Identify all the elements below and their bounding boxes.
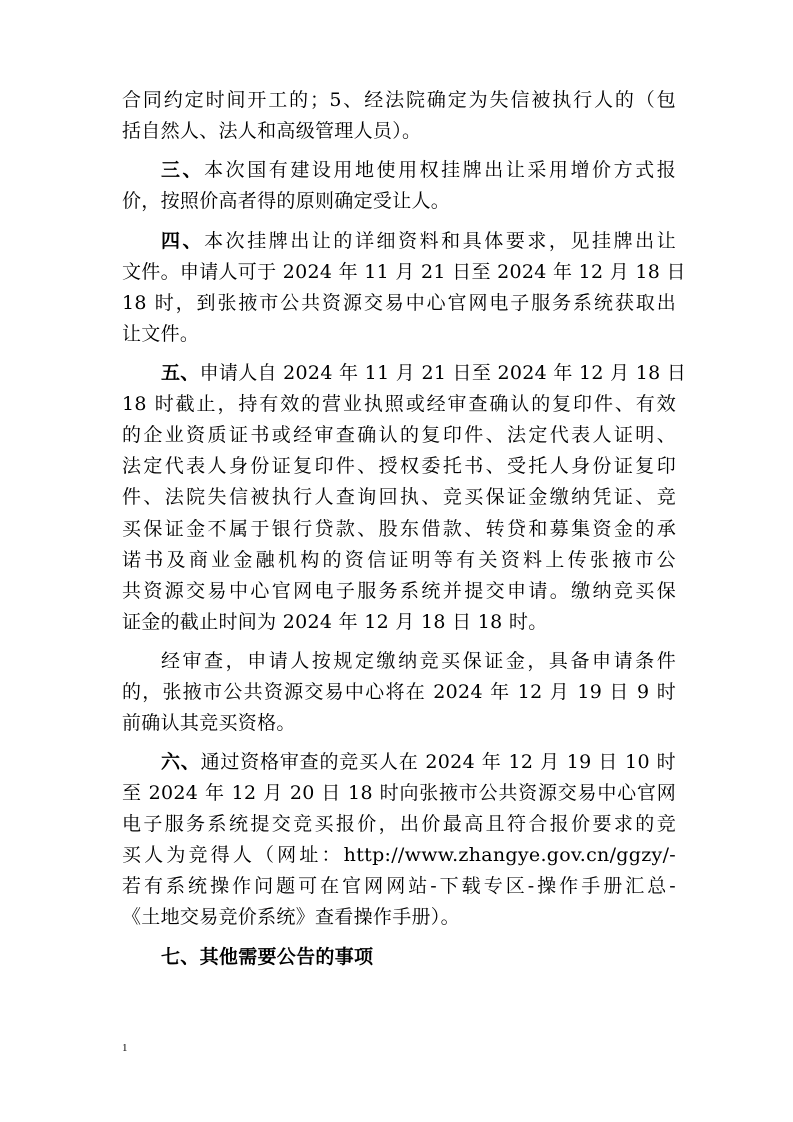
line-text: 文件。申请人可于 2024 年 11 月 21 日至 2024 年 12 月 18 日 <box>122 261 686 283</box>
section-heading: 六、 <box>161 751 201 773</box>
text-line <box>122 319 676 349</box>
text-line <box>122 451 676 481</box>
line-text: 件、法院失信被执行人查询回执、竞买保证金缴纳凭证、竞 <box>122 486 676 508</box>
line-text: 买人为竞得人（网址：http://www.zhangye.gov.cn/ggzy/- <box>122 844 676 866</box>
line-text: 本次国有建设用地使用权挂牌出让采用增价方式报 <box>204 159 676 181</box>
line-text: 若有系统操作问题可在官网网站-下载专区-操作手册汇总- <box>122 875 676 897</box>
text-line <box>122 677 676 707</box>
text-line <box>122 871 676 901</box>
line-text: 本次挂牌出让的详细资料和具体要求，见挂牌出让 <box>204 230 676 252</box>
line-text: 的企业资质证书或经审查确认的复印件、法定代表人证明、 <box>122 424 676 446</box>
line-text: 共资源交易中心官网电子服务系统并提交申请。缴纳竞买保 <box>122 580 676 602</box>
line-text: 至 2024 年 12 月 20 日 18 时向张掖市公共资源交易中心官网 <box>122 782 676 804</box>
line-text: 合同约定时间开工的；5、经法院确定为失信被执行人的（包 <box>122 89 676 111</box>
line-text: 括自然人、法人和高级管理人员）。 <box>122 120 422 142</box>
line-text: 18 时截止，持有效的营业执照或经审查确认的复印件、有效 <box>122 393 676 415</box>
section-heading: 七、其他需要公告的事项 <box>161 946 374 968</box>
line-text: 价，按照价高者得的原则确定受让人。 <box>122 190 451 212</box>
line-text: 18 时，到张掖市公共资源交易中心官网电子服务系统获取出 <box>122 292 676 314</box>
line-text: 的，张掖市公共资源交易中心将在 2024 年 12 月 19 日 9 时 <box>122 681 676 703</box>
text-line <box>122 545 676 575</box>
text-line <box>122 902 676 932</box>
text-line <box>122 116 676 146</box>
section-heading: 五、 <box>161 362 200 384</box>
line-text: 证金的截止时间为 2024 年 12 月 18 日 18 时。 <box>122 611 548 633</box>
text-line <box>122 607 676 637</box>
text-line <box>122 809 676 839</box>
text-line <box>122 420 676 450</box>
text-line <box>122 186 676 216</box>
line-text: 前确认其竞买资格。 <box>122 712 296 734</box>
text-line <box>161 747 676 777</box>
line-text: 让文件。 <box>122 323 200 345</box>
text-line <box>122 389 676 419</box>
text-line <box>161 646 676 676</box>
text-line <box>122 576 676 606</box>
text-line <box>161 942 676 972</box>
text-line <box>122 778 676 808</box>
line-text: 经审查，申请人按规定缴纳竞买保证金，具备申请条件 <box>161 650 676 672</box>
line-text: 买保证金不属于银行贷款、股东借款、转贷和募集资金的承 <box>122 518 676 540</box>
text-line <box>122 708 676 738</box>
text-line <box>122 257 686 287</box>
line-text: 诺书及商业金融机构的资信证明等有关资料上传张掖市公 <box>122 549 676 571</box>
text-line <box>161 226 676 256</box>
text-line <box>161 155 676 185</box>
line-text: 法定代表人身份证复印件、授权委托书、受托人身份证复印 <box>122 455 676 477</box>
text-line <box>122 514 676 544</box>
line-text: 申请人自 2024 年 11 月 21 日至 2024 年 12 月 18 日 <box>199 362 687 384</box>
line-text: 《土地交易竞价系统》查看操作手册）。 <box>122 906 460 928</box>
section-heading: 四、 <box>161 230 205 252</box>
text-line <box>161 358 687 388</box>
text-line <box>122 840 676 870</box>
line-text: 电子服务系统提交竞买报价，出价最高且符合报价要求的竞 <box>122 813 676 835</box>
text-line <box>122 85 676 115</box>
text-line <box>122 288 676 318</box>
page-number: 1 <box>122 1042 128 1054</box>
text-line <box>122 482 676 512</box>
line-text: 通过资格审查的竞买人在 2024 年 12 月 19 日 10 时 <box>200 751 676 773</box>
section-heading: 三、 <box>161 159 205 181</box>
